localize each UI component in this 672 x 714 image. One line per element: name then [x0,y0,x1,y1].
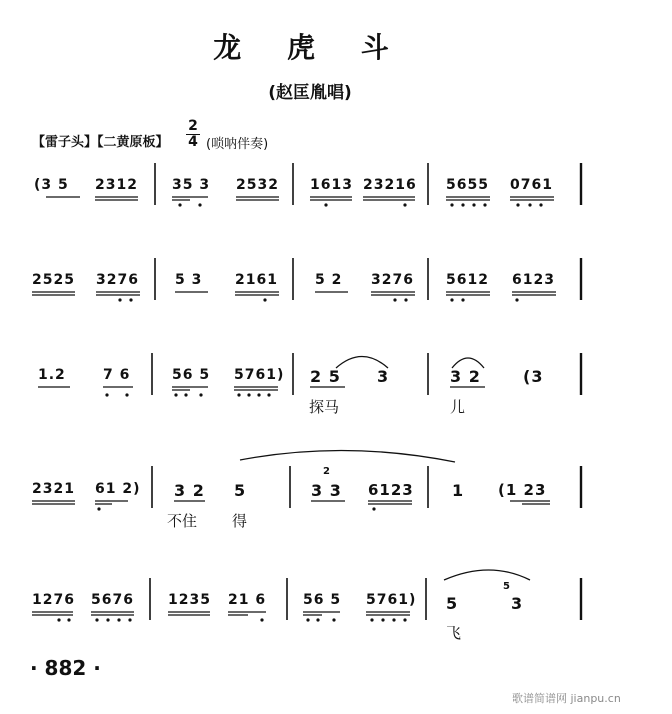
note-group: 5 [234,481,247,500]
note-group: 3 [511,594,524,613]
note-group: 1613 [310,177,353,193]
note-group: (3 [523,367,544,386]
note-group: 5612 [446,272,489,288]
note-group: 5676 [91,592,134,608]
note-group: 2312 [95,177,138,193]
note-group: 3 [377,367,390,386]
lyric-text: 飞 [446,624,462,642]
note-group: 3 2 [174,481,205,500]
song-title: 龙 虎 斗 [213,31,407,64]
note-group: 6123 [368,481,414,499]
time-signature-top: 2 [188,118,198,134]
note-group: 56 5 [303,592,342,608]
note-group: 2525 [32,272,75,288]
note-group: 5761) [366,592,417,608]
time-signature-bottom: 4 [188,134,198,150]
page-number: · 882 · [30,656,101,680]
note-group: 3 3 [311,481,342,500]
note-group: 35 3 [172,177,211,193]
note-group: 5 2 [315,272,343,288]
note-group: 61 2) [95,481,141,497]
lyric-text: 不住 [167,512,198,530]
note-group: 3276 [371,272,414,288]
tune-label: 【雷子头】【二黄原板】 [32,135,169,150]
note-group: 5 [446,594,459,613]
note-group: 1 [452,481,465,500]
note-group: 56 5 [172,367,211,383]
lyric-text: 探马 [309,398,340,416]
note-group: 0761 [510,177,553,193]
note-group: 5655 [446,177,489,193]
note-group: 1276 [32,592,75,608]
note-group: 2 5 [310,367,341,386]
note-group: 3 2 [450,367,481,386]
note-group: 2321 [32,481,75,497]
note-group: 5761) [234,367,285,383]
note-group: 1235 [168,592,211,608]
note-group: 5 3 [175,272,203,288]
grace-note: 2 [323,466,331,477]
lyric-text: 得 [232,512,248,530]
note-group: 2532 [236,177,279,193]
note-group: 21 6 [228,592,267,608]
note-group: 7 6 [103,367,131,383]
note-group: 2161 [235,272,278,288]
note-group: 1.2 [38,367,66,383]
note-group: (3 5 [34,177,69,193]
tempo-note: (唢呐伴奏) [206,137,269,152]
note-group: (1 23 [498,481,547,499]
watermark: 歌谱简谱网 jianpu.cn [512,692,621,705]
singer-subtitle: (赵匡胤唱) [268,83,352,103]
lyric-text: 儿 [450,398,466,416]
note-group: 6123 [512,272,555,288]
note-group: 3276 [96,272,139,288]
grace-note: 5 [503,581,511,592]
note-group: 23216 [363,177,417,193]
